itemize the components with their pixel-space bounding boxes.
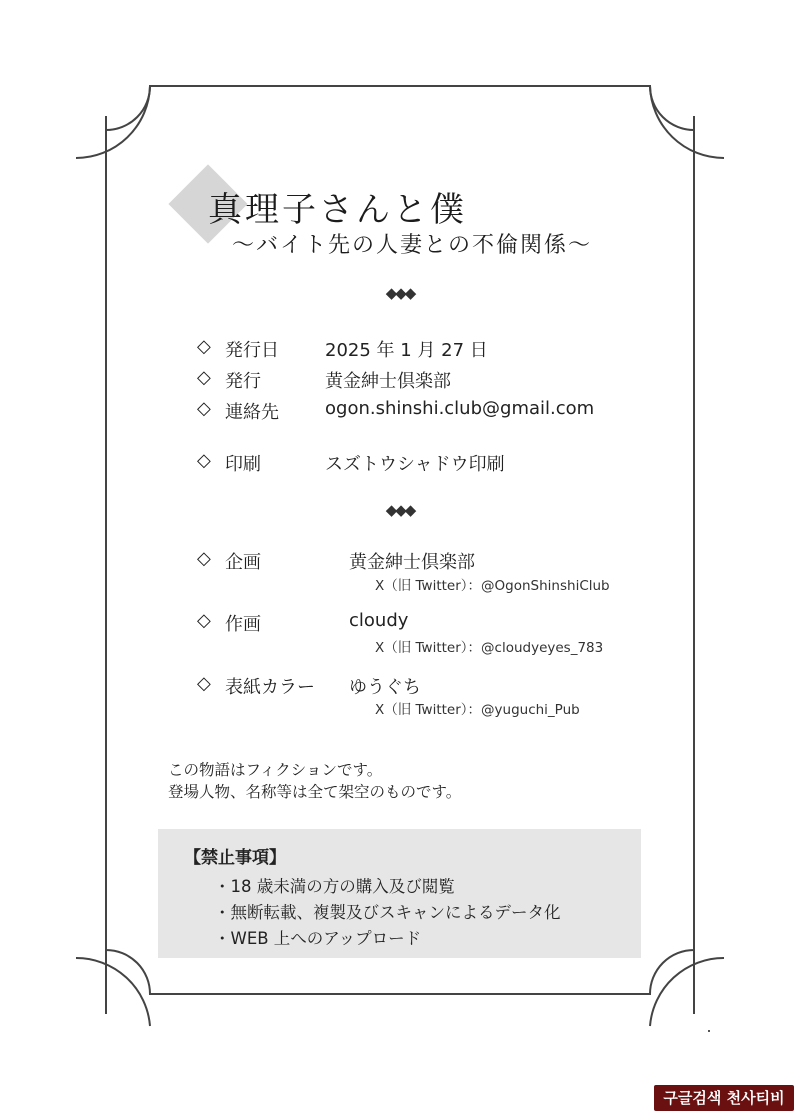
diamond-icon: ◇ xyxy=(197,450,211,471)
diamond-icon: ◇ xyxy=(197,673,211,694)
prohibited-notice-box xyxy=(158,829,641,958)
info-label: 発行日 xyxy=(225,340,279,361)
credit-value: 黄金紳士倶楽部 xyxy=(349,552,475,573)
book-title: 真理子さんと僕 xyxy=(208,190,467,230)
info-value: 2025 年 1 月 27 日 xyxy=(325,340,488,361)
disclaimer-line-1: この物語はフィクションです。 xyxy=(168,761,383,779)
credit-value: ゆうぐち xyxy=(349,677,421,698)
diamond-icon: ◇ xyxy=(197,336,211,357)
prohibited-item: ・WEB 上へのアップロード xyxy=(214,929,422,948)
book-subtitle: 〜バイト先の人妻との不倫関係〜 xyxy=(232,233,593,258)
diamond-icon: ◇ xyxy=(197,548,211,569)
credit-sub-planning: X（旧 Twitter）：@OgonShinshiClub xyxy=(375,578,610,594)
disclaimer-line-2: 登場人物、名称等は全て架空のものです。 xyxy=(168,783,462,801)
info-label: 発行 xyxy=(225,371,261,392)
credit-value: cloudy xyxy=(349,610,409,631)
credit-sub-art: X（旧 Twitter）：@cloudyeyes_783 xyxy=(375,640,604,656)
info-value: 黄金紳士倶楽部 xyxy=(325,371,451,392)
prohibited-title: 【禁止事項】 xyxy=(184,848,286,868)
info-row-printer xyxy=(197,450,637,476)
credit-row-planning xyxy=(197,548,637,574)
credit-label: 作画 xyxy=(225,614,261,635)
separator-2: ◆◆◆ xyxy=(385,501,415,519)
info-row-publisher xyxy=(197,367,637,393)
info-row-date xyxy=(197,336,637,362)
watermark-badge: 구글검색 천사티비 xyxy=(654,1085,794,1111)
diamond-icon: ◇ xyxy=(197,398,211,419)
diamond-icon: ◇ xyxy=(197,610,211,631)
separator-1: ◆◆◆ xyxy=(385,284,415,302)
info-row-contact xyxy=(197,398,637,424)
diamond-icon: ◇ xyxy=(197,367,211,388)
credit-sub-cover: X（旧 Twitter）：@yuguchi_Pub xyxy=(375,702,580,718)
info-value: ogon.shinshi.club@gmail.com xyxy=(325,398,595,419)
stray-dot xyxy=(708,1030,710,1032)
credit-row-art xyxy=(197,610,637,636)
credit-label: 企画 xyxy=(225,552,261,573)
info-label: 連絡先 xyxy=(225,402,279,423)
prohibited-item: ・18 歳未満の方の購入及び閲覧 xyxy=(214,877,455,896)
credit-row-cover xyxy=(197,673,637,699)
prohibited-item: ・無断転載、複製及びスキャンによるデータ化 xyxy=(214,903,561,922)
info-label: 印刷 xyxy=(225,454,261,475)
info-value: スズトウシャドウ印刷 xyxy=(325,454,505,475)
credit-label: 表紙カラー xyxy=(225,677,315,698)
